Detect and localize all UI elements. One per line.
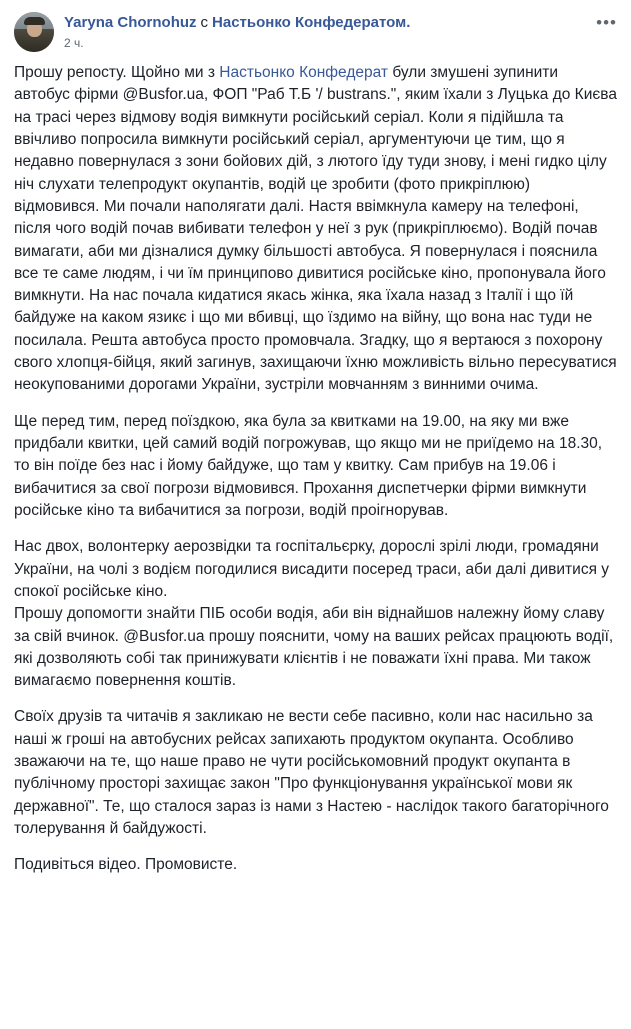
ellipsis-icon[interactable]: ••• <box>596 13 617 32</box>
paragraph-text: Прошу допомогти знайти ПІБ особи водія, аби він віднайшов належну йому славу за свій вчинок. @Busfor.ua прошу пояснити, чому на ваших рейсах працюють водії, які дозволяють собі так принижувати клієнтів і не поважати їхні права. Ми також вимагаємо повернення коштів. <box>14 605 614 690</box>
post-paragraph <box>14 411 617 523</box>
post-header <box>0 0 631 58</box>
avatar-hat <box>24 17 45 25</box>
post-byline <box>64 12 617 51</box>
post-paragraph <box>14 62 617 397</box>
paragraph-text: Подивіться відео. Промовисте. <box>14 856 238 874</box>
paragraph-text: Нас двох, волонтерку аерозвідки та госпітальєрку, дорослі зрілі люди, громадяни України, на чолі з водієм погодилися висадити посеред траси, аби далі дивитися у спокої російське кіно. <box>14 538 610 600</box>
mention-link[interactable]: Настьонко Конфедерат <box>219 64 389 81</box>
post-paragraph <box>14 854 617 876</box>
paragraph-text: Ще перед тим, перед поїздкою, яка була за квитками на 19.00, на яку ми вже придбали квитки, цей самий водій погрожував, що якщо ми не приїдемо на 18.30, то він поїде без нас і йому байдуже, що там у квитку. Сам прибув на 19.06 і вибачитися за свої погрози відмовився. Прохання диспетчерки фірми вимкнути російське кіно та вибачитися за погрози, водій проігнорував. <box>14 412 603 519</box>
author-name[interactable]: Yaryna Chornohuz <box>64 14 197 31</box>
paragraph-text: Своїх друзів та читачів я закликаю не вести себе пасивно, коли нас насильно за наші ж гроші на автобусних рейсах запихають продуктом окупанта. Особливо зважаючи на те, що наше право не чути російськомовний продукт окупанта в публічному просторі захищає закон "Про функціонування української мови як державної". Те, що сталося зараз із нами з Настею - наслідок такого багаторічного толерування й байдужості. <box>14 708 609 837</box>
post-text <box>0 58 631 891</box>
tagged-person[interactable]: Настьонко Конфедератом. <box>212 14 411 31</box>
post-paragraph <box>14 706 617 840</box>
author-line <box>64 13 617 33</box>
post-paragraph <box>14 603 617 692</box>
paragraph-text-intro: Прошу репосту. Щойно ми з <box>14 64 220 81</box>
post-timestamp[interactable]: 2 ч. <box>64 35 84 50</box>
post-paragraph <box>14 536 617 603</box>
avatar[interactable] <box>14 12 54 52</box>
paragraph-text-rest: були змушені зупинити автобус фірми @Busfor.ua, ФОП "Раб Т.Б '/ bustrans.", яким їхали з Луцька до Києва на трасі через відмову водія вимкнути російський серіал. Коли я підійшла та ввічливо попросила вимкнути російський серіал, аргументуючи це тим, що я недавно повернулася з зони бойових дій, з лютого їду туди знову, і мені гидко цілу ніч слухати телепродукт окупантів, водій це зробити (фото прикріплюю) відмовився. Ми почали наполягати далі. Настя ввімкнула камеру на телефоні, після чого водій почав вибивати телефон у неї з рук (прикріплюємо). Водій почав вимагати, аби ми дізналися думку більшості автобуса. Я повернулася і пояснила все те саме людям, і чи їм принципово дивитися російське кіно, пропонувала його вимкнути. На нас почала кидатися якась жінка, яка їхала назад з Італії і що їй байдуже на каком язикє і що ми вбивці, що їздимо на війну, що вона нас туди не посилала. Решта автобуса просто промовчала. Згадку, що я вертаюся з похорону свого хлопця-бійця, який загинув, захищаючи їхню можливість вільно пересуватися неокупованими дорогами України, зустріли мовчанням з винними очима. <box>14 64 617 394</box>
with-label: с <box>200 14 209 31</box>
